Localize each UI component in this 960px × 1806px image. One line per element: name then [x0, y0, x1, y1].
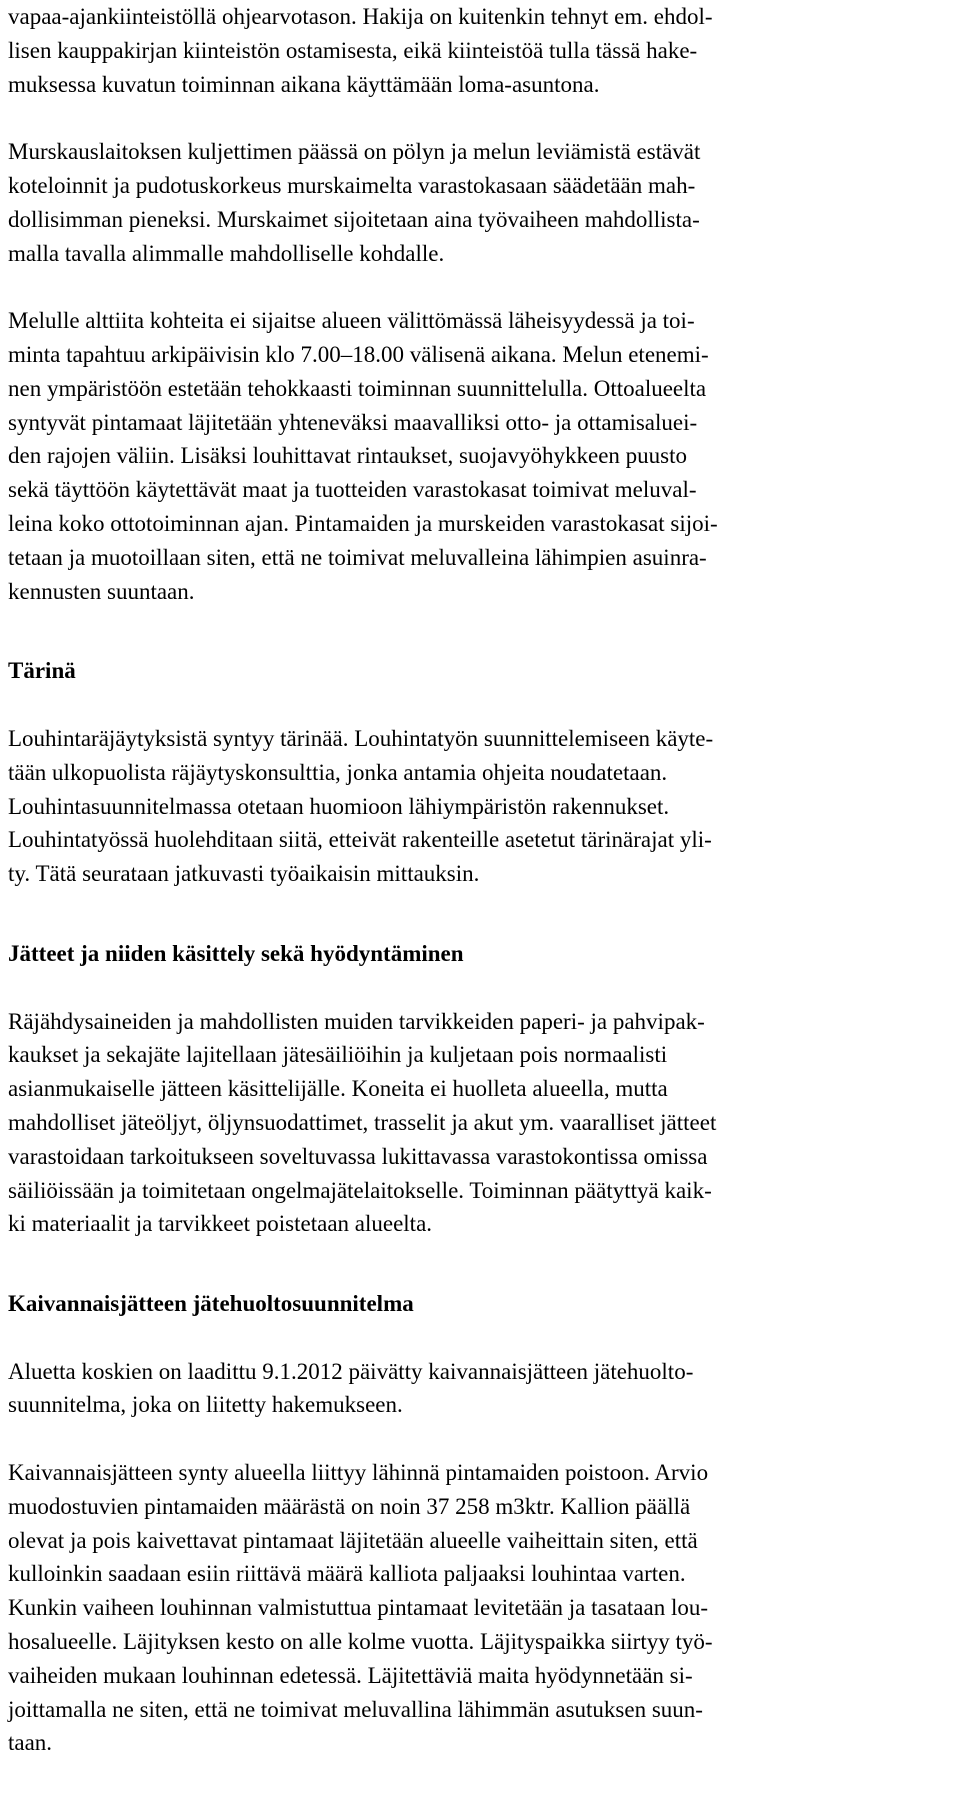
- paragraph-waste-plan: [8, 1355, 952, 1423]
- text-line: dollisimman pieneksi. Murskaimet sijoitetaan aina työvaiheen mahdollista-: [8, 206, 700, 232]
- paragraph-noise: [8, 304, 952, 608]
- paragraph-holiday-property: [8, 0, 952, 101]
- text-line: kulloinkin saadaan esiin riittävä määrä kalliota paljaaksi louhintaa varten.: [8, 1561, 686, 1587]
- text-line: ki materiaalit ja tarvikkeet poistetaan alueelta.: [8, 1211, 433, 1237]
- text-line: lisen kauppakirjan kiinteistön ostamisesta, eikä kiinteistöä tulla tässä hake-: [8, 37, 698, 63]
- text-line: mahdolliset jäteöljyt, öljynsuodattimet, trasselit ja akut ym. vaaralliset jätteet: [8, 1109, 717, 1135]
- text-line: Kaivannaisjätteen synty alueella liittyy lähinnä pintamaiden poistoon. Arvio: [8, 1460, 709, 1486]
- section-heading-waste: [8, 937, 952, 971]
- text-line: sekä täyttöön käytettävät maat ja tuotteiden varastokasat toimivat meluval-: [8, 477, 697, 503]
- text-line: syntyvät pintamaat läjitetään yhteneväksi maavalliksi otto- ja ottamisaluei-: [8, 409, 698, 435]
- text-line: Räjähdysaineiden ja mahdollisten muiden tarvikkeiden paperi- ja pahvipak-: [8, 1008, 705, 1034]
- text-line: leina koko ottotoiminnan ajan. Pintamaiden ja murskeiden varastokasat sijoi-: [8, 510, 718, 536]
- text-line: Kunkin vaiheen louhinnan valmistuttua pintamaat levitetään ja tasataan lou-: [8, 1595, 709, 1621]
- text-line: muksessa kuvatun toiminnan aikana käyttämään loma-asuntona.: [8, 71, 600, 97]
- text-line: kennusten suuntaan.: [8, 578, 195, 604]
- text-line: tään ulkopuolista räjäytyskonsulttia, jonka antamia ohjeita noudatetaan.: [8, 759, 668, 785]
- text-line: vapaa-ajankiinteistöllä ohjearvotason. Hakija on kuitenkin tehnyt em. ehdol-: [8, 4, 713, 29]
- paragraph-vibration: [8, 722, 952, 891]
- paragraph-waste: [8, 1005, 952, 1242]
- heading-text: Tärinä: [8, 658, 76, 684]
- text-line: malla tavalla alimmalle mahdolliselle kohdalle.: [8, 240, 445, 266]
- text-line: vaiheiden mukaan louhinnan edetessä. Läjitettäviä maita hyödynnetään si-: [8, 1662, 693, 1688]
- text-line: Louhintasuunnitelmassa otetaan huomioon lähiympäristön rakennukset.: [8, 793, 670, 819]
- heading-text: Kaivannaisjätteen jätehuoltosuunnitelma: [8, 1291, 414, 1317]
- text-line: Melulle alttiita kohteita ei sijaitse alueen välittömässä läheisyydessä ja toi-: [8, 308, 695, 334]
- text-line: Aluetta koskien on laadittu 9.1.2012 päivätty kaivannaisjätteen jätehuolto-: [8, 1358, 694, 1384]
- heading-text: Jätteet ja niiden käsittely sekä hyödyntäminen: [8, 940, 464, 966]
- text-line: varastoidaan tarkoitukseen soveltuvassa lukittavassa varastokontissa omissa: [8, 1143, 708, 1169]
- text-line: kaukset ja sekajäte lajitellaan jätesäiliöihin ja kuljetaan pois normaalisti: [8, 1042, 668, 1068]
- paragraph-extractive-waste: [8, 1456, 952, 1760]
- text-line: tetaan ja muotoillaan siten, että ne toimivat meluvalleina lähimpien asuinra-: [8, 544, 707, 570]
- text-line: asianmukaiselle jätteen käsittelijälle. Koneita ei huolleta alueella, mutta: [8, 1076, 668, 1102]
- text-line: koteloinnit ja pudotuskorkeus murskaimelta varastokasaan säädetään mah-: [8, 172, 696, 198]
- text-line: taan.: [8, 1730, 53, 1756]
- section-heading-vibration: [8, 654, 952, 688]
- text-line: Murskauslaitoksen kuljettimen päässä on pölyn ja melun leviämistä estävät: [8, 139, 701, 165]
- text-line: den rajojen väliin. Lisäksi louhittavat rintaukset, suojavyöhykkeen puusto: [8, 443, 688, 469]
- paragraph-crusher-enclosures: [8, 135, 952, 270]
- text-line: hosalueelle. Läjityksen kesto on alle kolme vuotta. Läjityspaikka siirtyy työ-: [8, 1629, 713, 1655]
- text-line: minta tapahtuu arkipäivisin klo 7.00–18.00 välisenä aikana. Melun etenemi-: [8, 341, 709, 367]
- text-line: muodostuvien pintamaiden määrästä on noin 37 258 m3ktr. Kallion päällä: [8, 1493, 691, 1519]
- text-line: suunnitelma, joka on liitetty hakemukseen.: [8, 1392, 403, 1418]
- text-line: Louhintaräjäytyksistä syntyy tärinää. Louhintatyön suunnittelemiseen käyte-: [8, 725, 714, 751]
- section-heading-extractive-waste-plan: [8, 1287, 952, 1321]
- text-line: ty. Tätä seurataan jatkuvasti työaikaisin mittauksin.: [8, 861, 480, 887]
- text-line: joittamalla ne siten, että ne toimivat meluvallina lähimmän asutuksen suun-: [8, 1696, 703, 1722]
- text-line: olevat ja pois kaivettavat pintamaat läjitetään alueelle vaiheittain siten, että: [8, 1527, 698, 1553]
- text-line: nen ympäristöön estetään tehokkaasti toiminnan suunnittelulla. Ottoalueelta: [8, 375, 707, 401]
- text-line: Louhintatyössä huolehditaan siitä, etteivät rakenteille asetetut tärinärajat yli-: [8, 827, 712, 853]
- text-line: säiliöissään ja toimitetaan ongelmajätelaitokselle. Toiminnan päätyttyä kaik-: [8, 1177, 712, 1203]
- document-page: [8, 0, 952, 1760]
